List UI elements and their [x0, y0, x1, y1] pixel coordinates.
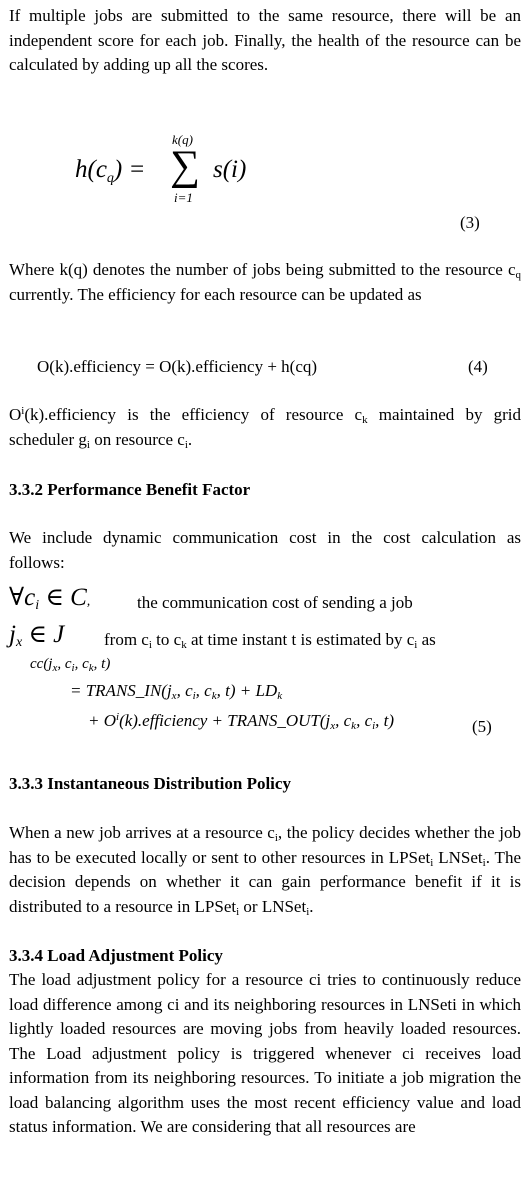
subscript: q — [515, 269, 521, 281]
from-text — [104, 629, 436, 651]
job-symbol: j — [9, 621, 16, 648]
eq5-line-3 — [88, 710, 394, 732]
subscript: i — [86, 438, 90, 451]
eq3-lhs — [75, 156, 145, 187]
heading-text: 3.3.4 Load Adjustment Policy — [9, 946, 223, 965]
forall-line — [9, 582, 521, 616]
subscript: k — [88, 662, 94, 674]
subscript: x — [330, 720, 336, 732]
math-run: , t) — [375, 711, 395, 730]
text-run: LNSet — [433, 847, 483, 867]
subscript: k — [362, 414, 368, 426]
math-run: , t) — [93, 656, 111, 672]
section-heading-3-3-2 — [9, 478, 521, 502]
job-expression — [9, 619, 64, 651]
heading-text: 3.3.2 Performance Benefit Factor — [9, 480, 251, 499]
paragraph-cost-intro — [9, 526, 521, 575]
comma: , — [86, 594, 91, 609]
text-run: currently. The efficiency for each resource can be updated as — [9, 284, 422, 304]
equation-number-3: (3) — [460, 213, 480, 232]
eq3-lhs-sub: q — [106, 171, 114, 186]
eq4-text: O(k).efficiency = O(k).efficiency + h(cq) — [37, 357, 318, 376]
text-run: When a new job arrives at a resource c — [9, 823, 275, 842]
math-run: , t) + LD — [216, 681, 278, 700]
math-run: + O — [88, 711, 116, 730]
paragraph-text: If multiple jobs are submitted to the same resource, there will be an independent score for each job. Finally, the health of the resource can be calculated by adding up all the scores. — [9, 6, 521, 74]
forall-text: the communication cost of sending a job — [137, 593, 413, 612]
from-line — [9, 619, 521, 651]
text-run: O — [9, 405, 22, 424]
text-run: Where k(q) denotes the number of jobs being submitted to the resource c — [9, 260, 516, 279]
math-run: cc(j — [30, 656, 53, 672]
subscript: x — [52, 662, 58, 674]
text-run: from c — [104, 630, 149, 649]
sigma-symbol: ∑ — [170, 143, 200, 189]
paragraph-text — [9, 403, 521, 452]
subscript: k — [277, 690, 283, 702]
math-run: = TRANS_IN(j — [70, 681, 172, 700]
superscript: i — [21, 405, 25, 417]
element-of-set: ∈ C — [39, 584, 87, 611]
math-run: , c — [74, 656, 89, 672]
paragraph-text — [9, 821, 521, 919]
text-run: (k).efficiency is the efficiency of resource c — [24, 405, 363, 424]
paragraph-text: The load adjustment policy for a resource ci tries to continuously reduce load difference among ci and its neighboring resources in LNSeti in which lightly loaded resources are moving jobs from heavily loaded resources. The Load adjustment policy is triggered whenever ci receives load information from its neighboring resources. To initiate a job migration the load balancing algorithm uses the most recent efficiency value and load status information. We are considering that all resources are — [9, 970, 521, 1136]
eq3-lhs-close: ) = — [113, 156, 146, 183]
eq3-lhs-text: h(c — [75, 156, 107, 183]
subscript: i — [430, 856, 434, 869]
math-run: , c — [176, 681, 193, 700]
equation-number-5: (5) — [472, 717, 492, 736]
subscript: i — [482, 856, 486, 869]
subscript: i — [184, 438, 188, 451]
subscript: x — [15, 635, 23, 650]
equation-4 — [0, 356, 528, 380]
subscript: i — [236, 905, 240, 918]
subscript: i — [306, 905, 310, 918]
heading-text: 3.3.3 Instantaneous Distribution Policy — [9, 774, 291, 793]
paragraph-efficiency — [9, 403, 521, 452]
element-of-set: ∈ J — [22, 621, 65, 648]
forall-expression — [9, 582, 90, 614]
subscript: i — [35, 598, 40, 613]
subscript: k — [181, 639, 187, 651]
eq3-sum-bottom: i=1 — [174, 190, 193, 205]
subscript: i — [274, 832, 278, 844]
paragraph-load-adjustment — [9, 968, 521, 1140]
text-run: , the policy decides whether the job has to be executed locally or sent to other resources in LPSet — [9, 823, 521, 867]
subscript: k — [211, 690, 217, 702]
equation-3 — [0, 128, 528, 238]
eq3-term: s(i) — [213, 156, 247, 183]
text-run: to c — [151, 630, 182, 649]
subscript: i — [192, 690, 196, 702]
text-run: . — [187, 429, 193, 449]
superscript: i — [116, 711, 120, 723]
forall-symbol: ∀c — [9, 584, 36, 611]
eq5-line-2 — [70, 680, 282, 702]
subscript: x — [171, 690, 177, 702]
section-heading-3-3-4 — [9, 944, 521, 968]
eq5-line-1 — [30, 654, 110, 674]
subscript: k — [351, 720, 357, 732]
paragraph-text: We include dynamic communication cost in the cost calculation as follows: — [9, 528, 521, 572]
paragraph-kq — [9, 258, 521, 307]
eq3-sum-top: k(q) — [172, 132, 193, 147]
math-run: , c — [356, 711, 373, 730]
subscript: i — [148, 639, 152, 651]
math-run: , c — [195, 681, 212, 700]
text-run: . — [309, 896, 314, 916]
equation-5 — [0, 654, 528, 754]
text-run: on resource c — [89, 429, 185, 449]
paragraph-text — [9, 258, 521, 307]
paragraph-health-scores — [9, 4, 521, 78]
subscript: i — [414, 639, 418, 651]
text-run: . The decision depends on whether it can gain performance benefit if it is distributed to a resource in LPSet — [9, 847, 521, 916]
text-run: at time instant t is estimated by c — [186, 630, 415, 649]
math-run: (k).efficiency + TRANS_OUT(j — [119, 711, 331, 730]
equation-number-4: (4) — [468, 357, 488, 376]
section-heading-3-3-3 — [9, 772, 521, 796]
math-run: , c — [57, 656, 72, 672]
subscript: i — [71, 662, 75, 674]
text-run: as — [417, 630, 436, 649]
text-run: maintained by grid scheduler g — [9, 405, 522, 449]
subscript: i — [372, 720, 376, 732]
math-run: , c — [335, 711, 352, 730]
paragraph-distribution-policy — [9, 821, 521, 919]
text-run: or LNSet — [239, 896, 307, 916]
